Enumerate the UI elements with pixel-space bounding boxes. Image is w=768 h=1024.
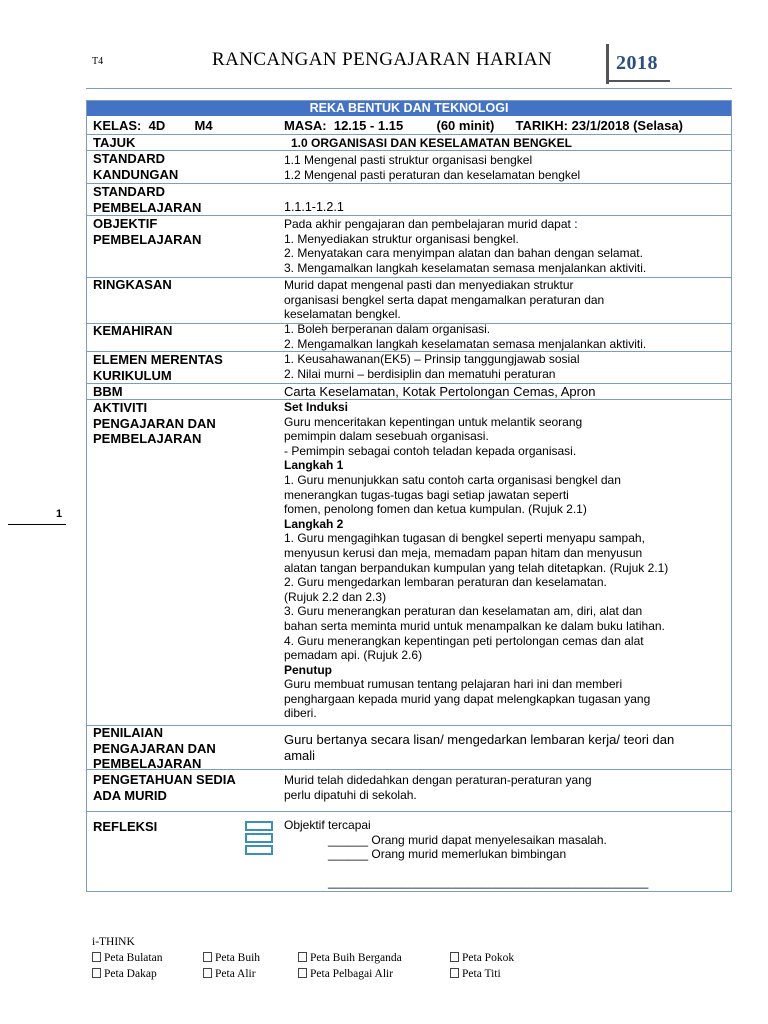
label-line: STANDARD bbox=[93, 151, 165, 166]
text-line: 1.1 Mengenal pasti struktur organisasi bengkel bbox=[284, 153, 533, 167]
label-line: PENGAJARAN DAN bbox=[93, 415, 216, 431]
margin-line bbox=[8, 524, 66, 525]
ithink-item bbox=[92, 966, 157, 982]
form-code: T4 bbox=[92, 56, 104, 67]
row-divider bbox=[87, 811, 731, 812]
text-line: 1. Boleh berperanan dalam organisasi. bbox=[284, 322, 491, 336]
label-line: PEMBELAJARAN bbox=[93, 756, 202, 771]
elemen-label bbox=[93, 352, 223, 383]
header-underline bbox=[606, 80, 670, 82]
tarikh-label: TARIKH: bbox=[515, 118, 569, 133]
checkbox-icon bbox=[450, 952, 459, 962]
kemahiran-value bbox=[284, 322, 646, 351]
text-line: perlu dipatuhi di sekolah. bbox=[284, 787, 417, 802]
ithink-item bbox=[203, 950, 260, 966]
text-line: Pada akhir pengajaran dan pembelajaran murid dapat : bbox=[284, 217, 578, 231]
ithink-title: i-THINK bbox=[92, 936, 135, 948]
label-line: OBJEKTIF bbox=[93, 216, 158, 231]
text-line: 1. Guru mengagihkan tugasan di bengkel seperti menyapu sampah, bbox=[284, 531, 645, 546]
masa-row bbox=[284, 118, 683, 134]
text-line: diberi. bbox=[284, 706, 317, 721]
masa-label: MASA: bbox=[284, 118, 327, 133]
kelas-row bbox=[93, 118, 213, 134]
header-separator bbox=[86, 88, 732, 89]
refleksi-value bbox=[284, 818, 648, 889]
text-line: alatan tangan berpandukan kumpulan yang telah ditetapkan. (Rujuk 2.1) bbox=[284, 560, 669, 575]
pengetahuan-label bbox=[93, 772, 236, 803]
text-line: amali bbox=[284, 747, 316, 763]
ithink-item bbox=[92, 950, 162, 966]
kelas-label: KELAS: bbox=[93, 118, 142, 133]
signature-line: ________________________________________________ bbox=[328, 874, 649, 889]
standard-kandungan-value bbox=[284, 153, 580, 182]
standard-pembelajaran-value: 1.1.1-1.2.1 bbox=[284, 200, 344, 214]
label-line: PEMBELAJARAN bbox=[93, 231, 202, 247]
kemahiran-label: KEMAHIRAN bbox=[93, 323, 173, 338]
text-line: Guru membuat rumusan tentang pelajaran hari ini dan memberi bbox=[284, 677, 623, 692]
text-line: Murid dapat mengenal pasti dan menyediakan struktur bbox=[284, 278, 574, 292]
text-line: 1.2 Mengenal pasti peraturan dan keselamatan bengkel bbox=[284, 167, 581, 182]
text-line: bahan serta meminta murid untuk menampalkan ke dalam buku latihan. bbox=[284, 618, 665, 633]
text-line: 1. Menyediakan struktur organisasi bengkel. bbox=[284, 231, 519, 246]
ringkasan-value bbox=[284, 278, 604, 322]
tajuk-value: 1.0 ORGANISASI DAN KESELAMATAN BENGKEL bbox=[291, 136, 572, 150]
refleksi-label: REFLEKSI bbox=[93, 819, 158, 834]
label-line: AKTIVITI bbox=[93, 400, 148, 415]
text-line: penghargaan kepada murid yang dapat melengkapkan tugasan yang bbox=[284, 691, 651, 706]
label-line: PEMBELAJARAN bbox=[93, 199, 202, 215]
elemen-value bbox=[284, 352, 580, 381]
label-line: STANDARD bbox=[93, 184, 165, 199]
item-label: Peta Titi bbox=[462, 968, 501, 980]
pengetahuan-value bbox=[284, 773, 592, 802]
header-divider bbox=[606, 44, 609, 84]
label-line: PENILAIAN bbox=[93, 725, 164, 740]
text-line: Guru menceritakan kepentingan untuk melantik seorang bbox=[284, 414, 583, 429]
bbm-label: BBM bbox=[93, 384, 123, 399]
standard-kandungan-label bbox=[93, 151, 178, 182]
item-label: Peta Bulatan bbox=[104, 952, 163, 964]
label-line: KURIKULUM bbox=[93, 367, 172, 383]
text-line: 2. Nilai murni – berdisiplin dan mematuhi peraturan bbox=[284, 366, 556, 381]
text-line: 3. Mengamalkan langkah keselamatan semasa menjalankan aktiviti. bbox=[284, 260, 647, 275]
label-line: KANDUNGAN bbox=[93, 166, 179, 182]
page-title: RANCANGAN PENGAJARAN HARIAN bbox=[212, 49, 553, 70]
item-label: Peta Pelbagai Alir bbox=[310, 968, 394, 980]
ithink-item bbox=[298, 966, 393, 982]
row-divider bbox=[87, 134, 731, 135]
ithink-item bbox=[203, 966, 256, 982]
year-label: 2018 bbox=[616, 52, 658, 74]
text-line: Objektif tercapai bbox=[284, 818, 371, 832]
text-line: Murid telah didedahkan dengan peraturan-peraturan yang bbox=[284, 773, 592, 787]
ringkasan-label: RINGKASAN bbox=[93, 277, 172, 292]
item-label: Peta Buih bbox=[215, 952, 261, 964]
text-line: 2. Menyatakan cara menyimpan alatan dan bahan dengan selamat. bbox=[284, 246, 643, 261]
label-line: PEMBELAJARAN bbox=[93, 431, 202, 446]
text-line: 2. Mengamalkan langkah keselamatan semasa menjalankan aktiviti. bbox=[284, 336, 647, 351]
masa-duration: (60 minit) bbox=[436, 118, 495, 133]
kelas-value: 4D bbox=[148, 118, 166, 133]
text-line: ______ Orang murid dapat menyelesaikan masalah. bbox=[328, 832, 607, 847]
ithink-item bbox=[298, 950, 402, 966]
item-label: Peta Buih Berganda bbox=[310, 952, 402, 964]
set-induksi-heading: Set Induksi bbox=[284, 400, 349, 414]
refleksi-checkboxes bbox=[245, 821, 273, 857]
ithink-item bbox=[450, 950, 514, 966]
langkah1-heading: Langkah 1 bbox=[284, 458, 344, 473]
item-label: Peta Alir bbox=[215, 968, 256, 980]
langkah2-heading: Langkah 2 bbox=[284, 516, 344, 531]
checkbox-icon bbox=[203, 968, 212, 978]
penilaian-label bbox=[93, 725, 216, 772]
tajuk-label: TAJUK bbox=[93, 135, 136, 150]
item-label: Peta Dakap bbox=[104, 968, 157, 980]
kelas-code: M4 bbox=[194, 118, 213, 133]
checkbox-icon bbox=[298, 968, 307, 978]
text-line: pemadam api. (Rujuk 2.6) bbox=[284, 648, 423, 663]
text-line: 1. Keusahawanan(EK5) – Prinsip tanggungjawab sosial bbox=[284, 352, 580, 366]
penutup-heading: Penutup bbox=[284, 662, 332, 677]
checkbox-icon[interactable] bbox=[245, 845, 273, 855]
label-line: PENGAJARAN DAN bbox=[93, 740, 216, 756]
checkbox-icon bbox=[92, 952, 101, 962]
bbm-value: Carta Keselamatan, Kotak Pertolongan Cemas, Apron bbox=[284, 384, 596, 399]
penilaian-value bbox=[284, 732, 674, 763]
text-line: organisasi bengkel serta dapat mengamalkan peraturan dan bbox=[284, 292, 605, 307]
aktiviti-label bbox=[93, 400, 216, 447]
objektif-value bbox=[284, 217, 646, 275]
text-line: ______ Orang murid memerlukan bimbingan bbox=[328, 847, 567, 862]
subject-banner: REKA BENTUK DAN TEKNOLOGI bbox=[87, 101, 731, 116]
label-line: ADA MURID bbox=[93, 787, 167, 803]
checkbox-icon bbox=[298, 952, 307, 962]
text-line: 4. Guru menerangkan kepentingan peti pertolongan cemas dan alat bbox=[284, 633, 644, 648]
text-line: - Pemimpin sebagai contoh teladan kepada organisasi. bbox=[284, 443, 577, 458]
checkbox-icon[interactable] bbox=[245, 833, 273, 843]
label-line: ELEMEN MERENTAS bbox=[93, 352, 223, 367]
checkbox-icon bbox=[92, 968, 101, 978]
checkbox-icon bbox=[203, 952, 212, 962]
text-line: fomen, penolong fomen dan ketua kumpulan. (Rujuk 2.1) bbox=[284, 502, 587, 517]
text-line: pemimpin dalam sesebuah organisasi. bbox=[284, 429, 489, 444]
margin-page-number: 1 bbox=[56, 508, 63, 520]
text-line: 1. Guru menunjukkan satu contoh carta organisasi bengkel dan bbox=[284, 472, 621, 487]
masa-time: 12.15 - 1.15 bbox=[333, 118, 404, 133]
text-line: menerangkan tugas-tugas bagi setiap jawatan seperti bbox=[284, 487, 569, 502]
text-line: 3. Guru menerangkan peraturan dan keselamatan am, diri, alat dan bbox=[284, 604, 643, 619]
text-line: Guru bertanya secara lisan/ mengedarkan lembaran kerja/ teori dan bbox=[284, 732, 675, 747]
lesson-plan-table bbox=[86, 100, 732, 892]
objektif-label bbox=[93, 216, 201, 247]
ithink-item bbox=[450, 966, 501, 982]
standard-pembelajaran-label bbox=[93, 184, 201, 215]
checkbox-icon bbox=[450, 968, 459, 978]
text-line: (Rujuk 2.2 dan 2.3) bbox=[284, 589, 387, 604]
aktiviti-value bbox=[284, 400, 668, 721]
text-line: 2. Guru mengedarkan lembaran peraturan dan keselamatan. bbox=[284, 575, 607, 590]
text-line: menyusun kerusi dan meja, memadam papan hitam dan menyusun bbox=[284, 545, 643, 560]
checkbox-icon[interactable] bbox=[245, 821, 273, 831]
item-label: Peta Pokok bbox=[462, 952, 515, 964]
text-line: keselamatan bengkel. bbox=[284, 307, 401, 322]
tarikh-value: 23/1/2018 (Selasa) bbox=[571, 118, 683, 133]
label-line: PENGETAHUAN SEDIA bbox=[93, 772, 236, 787]
